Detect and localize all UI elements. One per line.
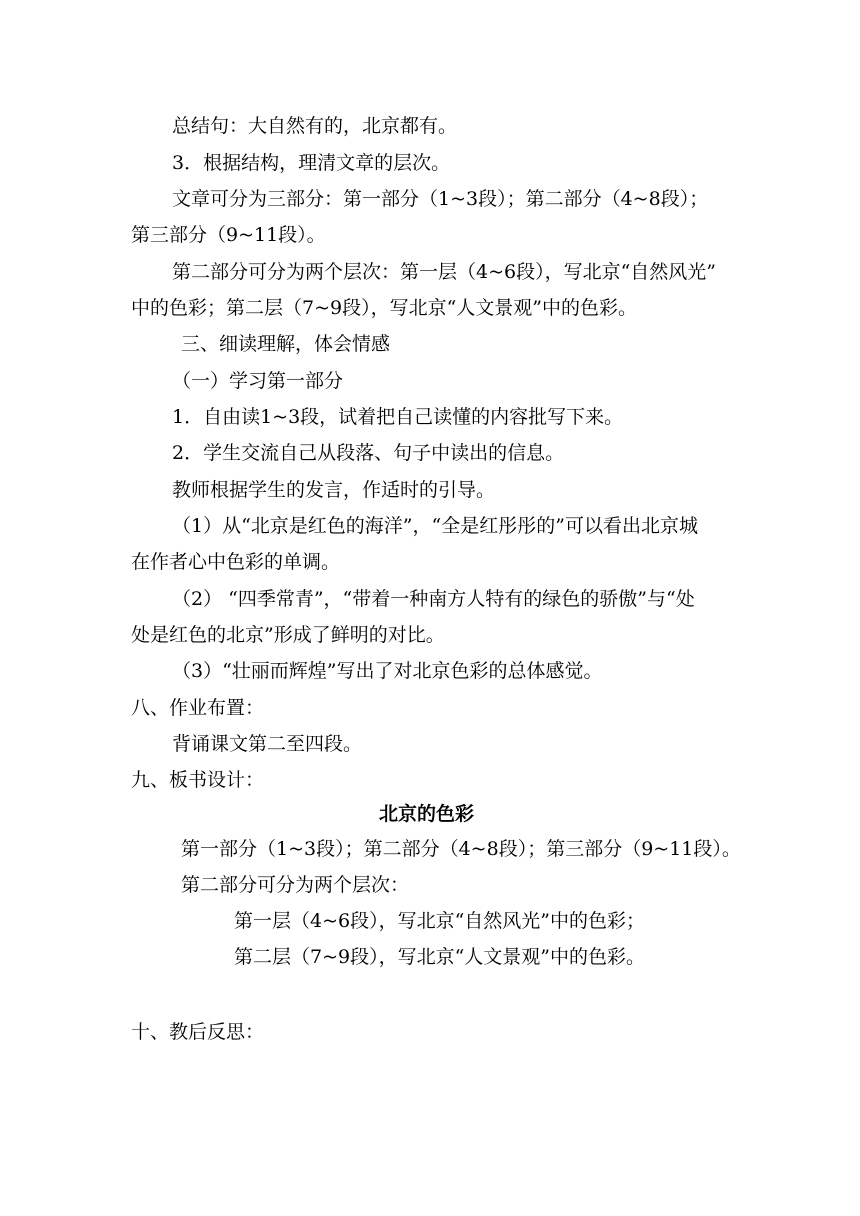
subsection-heading: （一）学习第一部分 [172,370,344,392]
section-heading: 十、教后反思： [131,1021,265,1043]
paragraph-line: 背诵课文第二至四段。 [172,733,363,755]
list-item: 1．自由读1~3段，试着把自己读懂的内容批写下来。 [172,406,624,428]
list-item: （2） “四季常青”，“带着一种南方人特有的绿色的骄傲”与“处 [172,588,695,610]
paragraph-line: 在作者心中色彩的单调。 [131,551,341,573]
section-heading: 三、细读理解，体会情感 [181,333,391,355]
summary-sentence: 总结句：大自然有的，北京都有。 [172,115,458,137]
board-line: 第二部分可分为两个层次： [181,874,410,896]
paragraph-line: 中的色彩；第二层（7~9段），写北京“人文景观”中的色彩。 [131,297,638,319]
list-item: （1）从“北京是红色的海洋”，“全是红彤彤的”可以看出北京城 [172,515,698,537]
board-line: 第一部分（1~3段）；第二部分（4~8段）；第三部分（9~11段）。 [181,838,741,860]
list-item: （3）“壮丽而辉煌”写出了对北京色彩的总体感觉。 [172,660,603,682]
board-title: 北京的色彩 [379,803,475,825]
paragraph-line: 处是红色的北京”形成了鲜明的对比。 [131,624,445,646]
board-line: 第一层（4~6段），写北京“自然风光”中的色彩； [234,910,646,932]
paragraph-line: 文章可分为三部分：第一部分（1~3段）；第二部分（4~8段）； [172,188,709,210]
section-heading: 九、板书设计： [131,769,265,791]
board-line: 第二层（7~9段），写北京“人文景观”中的色彩。 [234,946,646,968]
paragraph-line: 第三部分（9~11段）。 [131,224,326,246]
paragraph-line: 教师根据学生的发言，作适时的引导。 [172,479,496,501]
list-item: 2．学生交流自己从段落、句子中读出的信息。 [172,442,565,464]
section-heading: 八、作业布置： [131,697,265,719]
step-3-heading: 3．根据结构，理清文章的层次。 [172,152,451,174]
paragraph-line: 第二部分可分为两个层次：第一层（4~6段），写北京“自然风光” [172,261,717,283]
